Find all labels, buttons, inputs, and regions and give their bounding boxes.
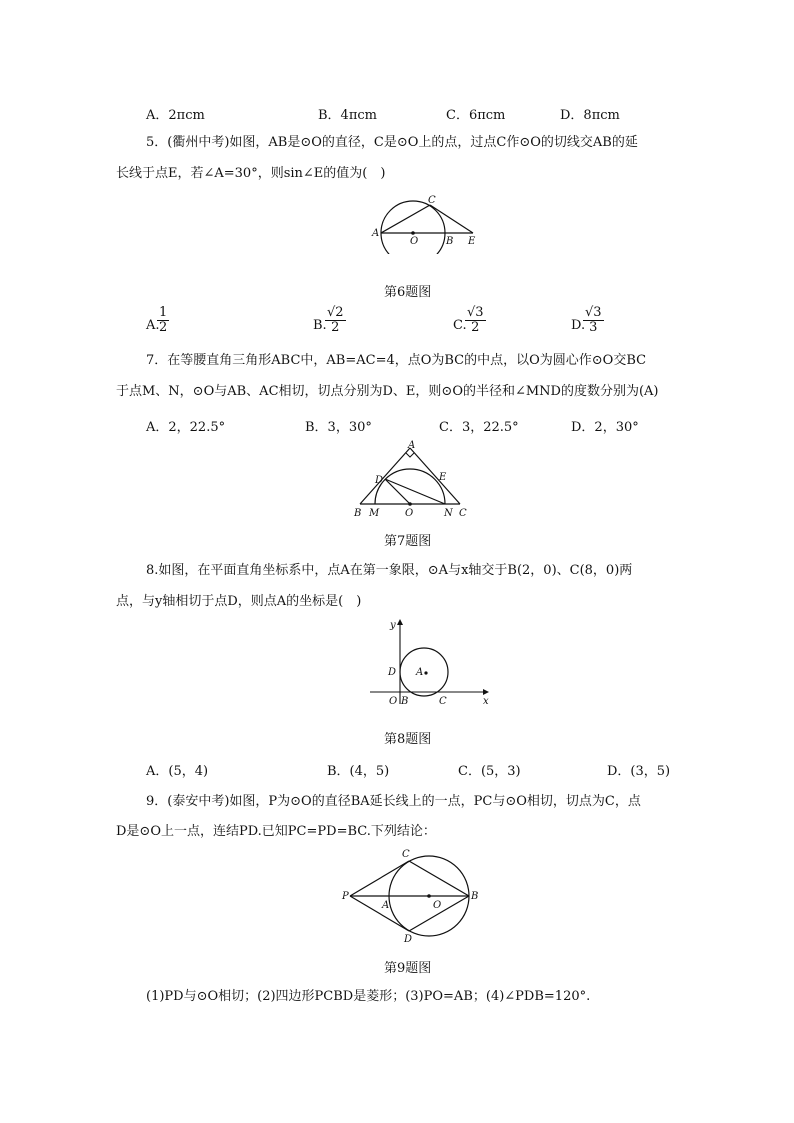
q8-text-line2: 点，与y轴相切于点D，则点A的坐标是( ) — [116, 594, 362, 609]
q7-right-angle-mark — [406, 453, 414, 457]
q9-text-line2: D是⊙O上一点，连结PD.已知PC=PD=BC.下列结论： — [116, 824, 436, 839]
q5-label-b: B — [446, 236, 454, 247]
q7-line-ab — [360, 448, 410, 504]
q7-line-dn — [385, 479, 445, 504]
q5-label-o: O — [410, 236, 419, 247]
q5-figure — [368, 192, 484, 254]
q7-caption: 第7题图 — [384, 534, 432, 549]
q9-line-cb — [409, 861, 469, 896]
q5-center-dot — [411, 231, 415, 235]
q7-label-n: N — [444, 508, 453, 519]
q5-label-e: E — [468, 236, 476, 247]
q7-text-line2: 于点M、N，⊙O与AB、AC相切，切点分别为D、E，则⊙O的半径和∠MND的度数分别为(A) — [116, 384, 659, 399]
q5-text-line2: 长线于点E，若∠A=30°，则sin∠E的值为( ) — [116, 166, 386, 181]
q5-option-b-num: 2 — [335, 305, 344, 320]
q5-option-a-den: 2 — [159, 320, 168, 335]
q5-line-ce — [430, 205, 473, 233]
q9-label-o: O — [433, 900, 442, 911]
q5-option-c-den: 2 — [471, 320, 480, 335]
q5-option-d-num: 3 — [593, 305, 602, 320]
q7-line-ac — [410, 448, 460, 504]
q5-option-d-sqrt: √ — [585, 305, 594, 320]
q8-text-line1: 8.如图，在平面直角坐标系中，点A在第一象限，⊙A与x轴交于B(2，0)、C(8，0)两 — [146, 563, 633, 578]
q5-option-c-sqrt: √ — [467, 305, 476, 320]
q5-option-c-fraction — [465, 306, 486, 335]
q8-label-d: D — [388, 667, 397, 678]
q8-figure — [362, 616, 492, 708]
q5-option-d-den: 3 — [589, 320, 598, 335]
q9-line-pd — [350, 896, 409, 931]
q8-label-x: x — [483, 696, 489, 707]
q5-option-b-den: 2 — [331, 320, 340, 335]
q8-x-arrow — [483, 689, 489, 695]
q9-label-c: C — [402, 849, 410, 860]
q7-option-a: A．2，22.5° — [146, 420, 226, 435]
q8-label-b: B — [401, 696, 409, 707]
q9-label-a: A — [382, 900, 390, 911]
q5-option-d-fraction — [583, 306, 604, 335]
q8-option-a: A．(5，4) — [146, 764, 209, 779]
q8-label-c: C — [439, 696, 447, 707]
q8-label-o: O — [389, 696, 398, 707]
q9-label-d: D — [404, 934, 413, 944]
q7-option-b: B．3，30° — [305, 420, 372, 435]
q8-option-b: B．(4，5) — [327, 764, 390, 779]
q7-semicircle — [375, 469, 445, 504]
q4-option-d: D．8πcm — [560, 108, 620, 123]
q5-option-c-letter: C. — [453, 318, 467, 333]
q4-option-c: C．6πcm — [446, 108, 506, 123]
q9-figure — [338, 846, 486, 944]
q7-option-d: D．2，30° — [571, 420, 639, 435]
q9-text-line1: 9．(泰安中考)如图，P为⊙O的直径BA延长线上的一点，PC与⊙O相切，切点为C，点 — [146, 794, 641, 809]
q7-label-m: M — [369, 508, 380, 519]
q7-center-dot — [408, 502, 412, 506]
q8-label-a: A — [416, 667, 424, 678]
q5-line-ac — [381, 205, 430, 233]
q5-option-d-letter: D. — [571, 318, 586, 333]
q8-option-c: C．(5，3) — [458, 764, 521, 779]
q7-label-c: C — [459, 508, 467, 519]
q4-option-a: A．2πcm — [146, 108, 205, 123]
q5-option-a-num: 1 — [159, 305, 168, 320]
q5-option-c-num: 3 — [475, 305, 484, 320]
q7-label-d: D — [375, 475, 384, 486]
q9-label-b: B — [471, 891, 479, 902]
q5-option-a-fraction — [157, 306, 169, 335]
q8-caption: 第8题图 — [384, 732, 432, 747]
q7-label-e: E — [439, 472, 447, 483]
q7-label-b: B — [354, 508, 362, 519]
q9-center-dot — [427, 894, 431, 898]
q8-y-arrow — [397, 619, 403, 625]
q5-option-a-letter: A. — [146, 318, 160, 333]
q7-figure — [348, 440, 476, 522]
q7-option-c: C．3，22.5° — [439, 420, 519, 435]
q8-center-dot — [424, 671, 427, 674]
q9-label-p: P — [342, 891, 349, 902]
q4-option-b: B．4πcm — [318, 108, 377, 123]
q7-line-do — [385, 479, 410, 504]
q8-option-d: D．(3，5) — [607, 764, 671, 779]
q5-option-b-fraction — [325, 306, 346, 335]
q8-circle-a — [400, 648, 448, 696]
q7-text-line1: 7．在等腰直角三角形ABC中，AB=AC=4，点O为BC的中点，以O为圆心作⊙O交BC — [146, 353, 647, 368]
q9-caption: 第9题图 — [384, 961, 432, 976]
q5-text-line1: 5．(衢州中考)如图，AB是⊙O的直径，C是⊙O上的点，过点C作⊙O的切线交AB的延 — [146, 135, 638, 150]
q7-label-a: A — [408, 440, 416, 451]
q9-conclusions: (1)PD与⊙O相切；(2)四边形PCBD是菱形；(3)PO=AB；(4)∠PDB=120°. — [146, 989, 591, 1004]
q8-label-y: y — [390, 620, 396, 631]
q5-caption: 第6题图 — [384, 285, 432, 300]
q7-label-o: O — [405, 508, 414, 519]
q5-option-b-sqrt: √ — [327, 305, 336, 320]
q5-label-a: A — [372, 228, 380, 239]
q5-label-c: C — [428, 195, 436, 206]
q9-line-pc — [350, 861, 409, 896]
q5-option-b-letter: B. — [313, 318, 327, 333]
